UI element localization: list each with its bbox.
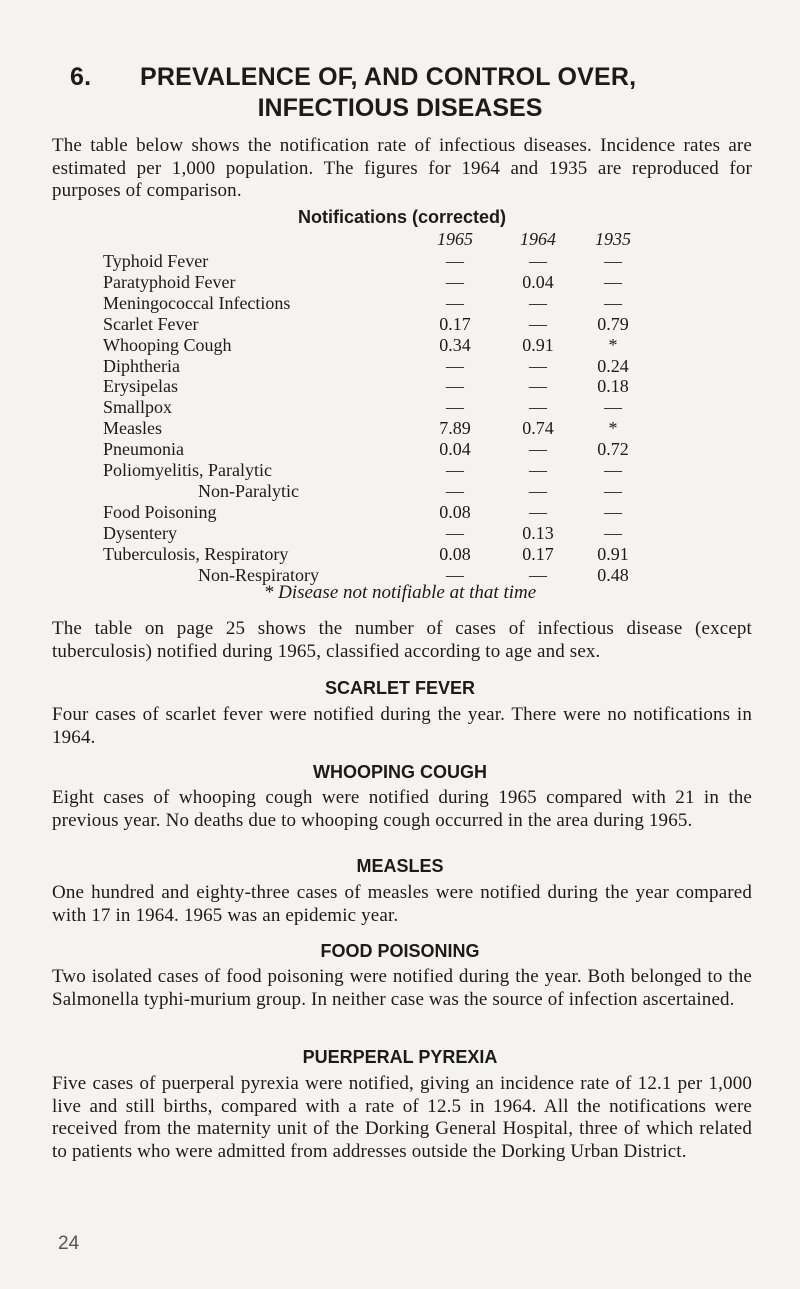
heading-measles: MEASLES — [356, 856, 444, 876]
disease-label: Diphtheria — [103, 355, 180, 376]
value-1935: * — [608, 334, 618, 355]
heading-food-poisoning: FOOD POISONING — [320, 941, 480, 961]
year-header-1935: 1935 — [595, 229, 631, 249]
disease-label: Dysentery — [103, 522, 177, 543]
table-row — [0, 481, 800, 502]
value-1964: — — [529, 564, 547, 585]
disease-label: Non-Respiratory — [198, 564, 319, 585]
value-1964: — — [529, 480, 547, 501]
paragraph-measles: One hundred and eighty-three cases of measles were notified during the year compared with 17 in 1964. 1965 was an epidemic year. — [52, 882, 752, 926]
value-1935: — — [604, 397, 622, 418]
year-header-1964: 1964 — [520, 229, 556, 249]
value-1964: 0.04 — [522, 271, 554, 292]
value-1935: 0.72 — [597, 439, 629, 460]
table-reference-paragraph: The table on page 25 shows the number of cases of infectious disease (except tuberculosis) notified during 1965, classified according to age and sex. — [52, 618, 752, 662]
value-1964: — — [529, 376, 547, 397]
value-1935: — — [604, 251, 622, 271]
value-1964: — — [529, 439, 547, 460]
table-row — [0, 418, 800, 439]
value-1964: 0.91 — [522, 334, 554, 355]
paragraph-puerperal-pyrexia: Five cases of puerperal pyrexia were notified, giving an incidence rate of 12.1 per 1,000 live and still births, compared with a rate of 12.5 in 1964. All the notifications were received from the maternity unit of the Dorking General Hospital, three of which related to patients who were admitted from addresses outside the Dorking Urban District. — [52, 1073, 752, 1162]
table-row — [0, 293, 800, 314]
disease-label: Erysipelas — [103, 376, 178, 397]
value-1935: — — [604, 292, 622, 313]
table-row — [0, 502, 800, 523]
value-1965: — — [446, 292, 464, 313]
disease-label: Measles — [103, 418, 162, 439]
paragraph-food-poisoning: Two isolated cases of food poisoning were notified during the year. Both belonged to the Salmonella typhi-murium group. In neither case was the source of infection ascertained. — [52, 966, 752, 1010]
disease-label: Smallpox — [103, 397, 173, 418]
value-1964: — — [529, 251, 547, 271]
value-1965: — — [446, 480, 464, 501]
disease-label: Paratyphoid Fever — [103, 271, 236, 292]
value-1964: — — [529, 292, 547, 313]
value-1965: — — [446, 271, 464, 292]
value-1964: — — [529, 397, 547, 418]
table-footnote: * Disease not notifiable at that time — [263, 582, 537, 603]
value-1965: 0.04 — [439, 439, 471, 460]
value-1964: — — [529, 460, 547, 480]
value-1965: — — [446, 251, 464, 271]
value-1965: — — [446, 376, 464, 397]
disease-label: Typhoid Fever — [103, 251, 209, 271]
disease-label: Whooping Cough — [103, 334, 232, 355]
heading-whooping-cough: WHOOPING COUGH — [313, 762, 487, 782]
value-1965: — — [446, 460, 464, 480]
value-1935: 0.18 — [597, 376, 629, 397]
table-row — [0, 439, 800, 460]
value-1935: — — [604, 480, 622, 501]
table-row — [0, 460, 800, 481]
paragraph-scarlet-fever: Four cases of scarlet fever were notified during the year. There were no notifications in 1964. — [52, 704, 752, 748]
value-1964: — — [529, 355, 547, 376]
disease-label: Tuberculosis, Respiratory — [103, 543, 289, 564]
value-1935: 0.48 — [597, 564, 629, 585]
value-1935: — — [604, 271, 622, 292]
disease-label: Non-Paralytic — [198, 480, 299, 501]
page-number: 24 — [58, 1233, 80, 1254]
value-1935: — — [604, 501, 622, 522]
title-line-2: INFECTIOUS DISEASES — [257, 94, 543, 122]
value-1965: — — [446, 564, 464, 585]
value-1964: 0.17 — [522, 543, 554, 564]
value-1935: 0.91 — [597, 543, 629, 564]
table-row — [0, 335, 800, 356]
disease-label: Meningococcal Infections — [103, 292, 291, 313]
heading-puerperal-pyrexia: PUERPERAL PYREXIA — [302, 1047, 498, 1067]
value-1965: — — [446, 355, 464, 376]
intro-paragraph: The table below shows the notification rate of infectious diseases. Incidence rates are estimated per 1,000 population. The figures for 1964 and 1935 are reproduced for purposes of comparison. — [52, 135, 752, 201]
title-line-1: PREVALENCE OF, AND CONTROL OVER, — [140, 63, 637, 91]
table-row — [0, 314, 800, 335]
value-1965: 0.08 — [439, 501, 471, 522]
heading-scarlet-fever: SCARLET FEVER — [324, 678, 475, 698]
value-1965: — — [446, 522, 464, 543]
value-1935: 0.24 — [597, 355, 629, 376]
disease-label: Pneumonia — [103, 439, 184, 460]
year-header-1965: 1965 — [437, 229, 473, 249]
value-1964: — — [529, 501, 547, 522]
table-row — [0, 356, 800, 377]
value-1964: 0.74 — [522, 418, 554, 439]
section-number: 6. — [70, 63, 92, 91]
value-1965: 0.34 — [439, 334, 471, 355]
value-1965: 0.08 — [439, 543, 471, 564]
value-1935: * — [608, 418, 618, 439]
disease-label: Food Poisoning — [103, 501, 217, 522]
disease-label: Scarlet Fever — [103, 313, 199, 334]
table-row — [0, 376, 800, 397]
table-row — [0, 272, 800, 293]
value-1964: — — [529, 313, 547, 334]
disease-label: Poliomyelitis, Paralytic — [103, 460, 272, 480]
value-1965: 0.17 — [439, 313, 471, 334]
value-1965: 7.89 — [439, 418, 471, 439]
paragraph-whooping-cough: Eight cases of whooping cough were notified during 1965 compared with 21 in the previous year. No deaths due to whooping cough occurred in the area during 1965. — [52, 787, 752, 831]
table-row — [0, 544, 800, 565]
value-1935: — — [604, 522, 622, 543]
value-1935: 0.79 — [597, 313, 629, 334]
value-1965: — — [446, 397, 464, 418]
table-row — [0, 251, 800, 272]
table-title: Notifications (corrected) — [297, 207, 507, 227]
value-1964: 0.13 — [522, 522, 554, 543]
table-row — [0, 397, 800, 418]
value-1935: — — [604, 460, 622, 480]
table-row — [0, 523, 800, 544]
